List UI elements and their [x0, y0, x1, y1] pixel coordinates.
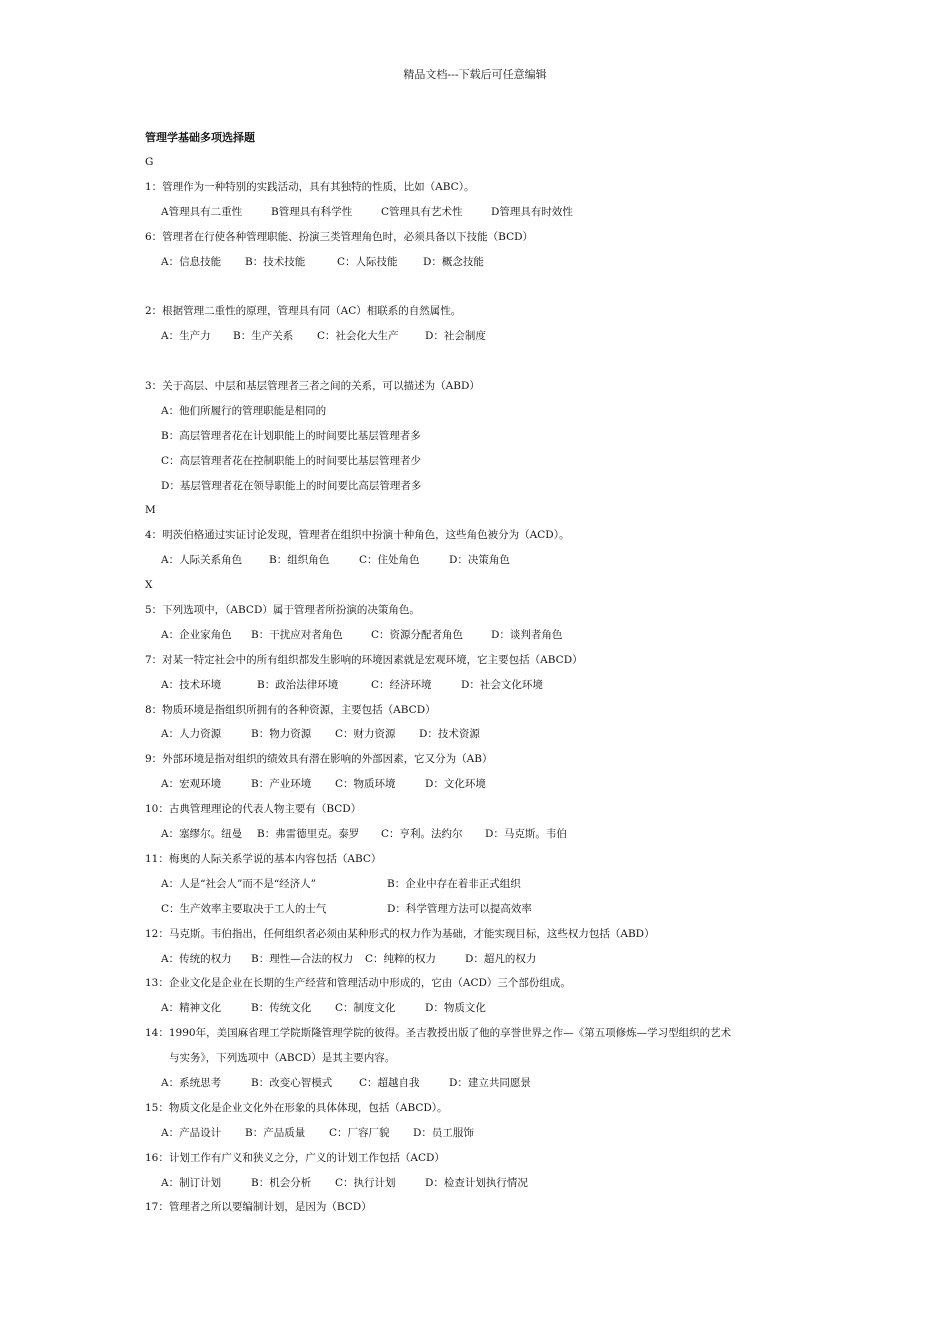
- option: D：检查计划执行情况: [425, 1176, 528, 1189]
- options-q12: [145, 947, 825, 972]
- option: C：亨利。法约尔: [381, 828, 463, 841]
- option: D：社会制度: [425, 330, 486, 343]
- question-3: 3：关于高层、中层和基层管理者三者之间的关系，可以描述为（ABD）: [145, 380, 480, 393]
- option: D：建立共同愿景: [449, 1076, 531, 1089]
- option: A：传统的权力: [161, 952, 232, 965]
- option: A：系统思考: [161, 1076, 222, 1089]
- option: B：理性—合法的权力: [251, 952, 354, 965]
- option: C：经济环境: [371, 678, 432, 691]
- option: B：传统文化: [251, 1002, 312, 1015]
- option: C管理具有艺术性: [381, 205, 463, 218]
- option: C：纯粹的权力: [365, 952, 437, 965]
- question-14-continued: 与实务》，下列选项中（ABCD）是其主要内容。: [169, 1052, 396, 1065]
- section-letter-g: G: [145, 156, 154, 168]
- question-5: 5：下列选项中，（ABCD）属于管理者所扮演的决策角色。: [145, 604, 420, 617]
- option: A：人际关系角色: [161, 554, 243, 567]
- options-q8: [145, 722, 825, 747]
- option: D：社会文化环境: [461, 678, 543, 691]
- option: B：生产关系: [233, 330, 294, 343]
- question-17: 17：管理者之所以要编制计划，是因为（BCD）: [145, 1201, 372, 1214]
- options-q11-ab: [145, 872, 825, 897]
- section-letter-x: X: [145, 579, 153, 592]
- blank-line: [145, 349, 825, 374]
- question-9: 9：外部环境是指对组织的绩效具有潜在影响的外部因素，它又分为（AB）: [145, 753, 493, 766]
- option: C：执行计划: [335, 1176, 396, 1189]
- option: A：技术环境: [161, 678, 222, 691]
- option: A：人力资源: [161, 728, 222, 741]
- option: B：产品质量: [245, 1126, 306, 1139]
- options-q13: [145, 996, 825, 1021]
- option: C：厂容厂貌: [329, 1126, 390, 1139]
- options-q10: [145, 822, 825, 847]
- page-header: 精品文档---下载后可任意编辑: [403, 68, 547, 81]
- option: A：宏观环境: [161, 778, 222, 791]
- option: C：资源分配者角色: [371, 628, 464, 641]
- question-4: 4：明茨伯格通过实证讨论发现，管理者在组织中扮演十种角色，这些角色被分为（ACD）。: [145, 529, 570, 542]
- option: C：超越自我: [359, 1076, 420, 1089]
- question-11: 11：梅奥的人际关系学说的基本内容包括（ABC）: [145, 852, 382, 865]
- option: B：技术技能: [245, 255, 306, 268]
- option: C：财力资源: [335, 728, 396, 741]
- options-q9: [145, 772, 825, 797]
- option: B：弗雷德里克。泰罗: [257, 828, 360, 841]
- options-q7: [145, 673, 825, 698]
- option: B：干扰应对者角色: [251, 628, 343, 641]
- option: A：精神文化: [161, 1002, 222, 1015]
- options-q15: [145, 1121, 825, 1146]
- option: B：物力资源: [251, 728, 312, 741]
- option: D：概念技能: [423, 255, 484, 268]
- option: C：制度文化: [335, 1002, 396, 1015]
- option: D：技术资源: [419, 728, 480, 741]
- document-body: [145, 150, 825, 1220]
- option: A管理具有二重性: [161, 205, 243, 218]
- option: D：文化环境: [425, 778, 486, 791]
- question-12: 12：马克斯。韦伯指出，任何组织者必须由某种形式的权力作为基础，才能实现目标，这些权力包括（ABD）: [145, 927, 655, 940]
- option-3b: B：高层管理者花在计划职能上的时间要比基层管理者多: [161, 429, 421, 442]
- option: B：机会分析: [251, 1176, 312, 1189]
- option: B：改变心智模式: [251, 1076, 333, 1089]
- question-6: 6：管理者在行使各种管理职能、扮演三类管理角色时，必须具备以下技能（BCD）: [145, 230, 534, 243]
- option: D：物质文化: [425, 1002, 486, 1015]
- option: A：信息技能: [161, 255, 222, 268]
- option-3a: A：他们所履行的管理职能是相同的: [161, 404, 327, 417]
- question-2: 2：根据管理二重性的原理，管理具有同（AC）相联系的自然属性。: [145, 305, 462, 318]
- option: D：马克斯。韦伯: [485, 828, 567, 841]
- option: B管理具有科学性: [271, 205, 353, 218]
- option: A：制订计划: [161, 1176, 222, 1189]
- options-q1: [145, 200, 825, 225]
- question-7: 7：对某一特定社会中的所有组织都发生影响的环境因素就是宏观环境，它主要包括（ABCD）: [145, 653, 583, 666]
- option: C：社会化大生产: [317, 330, 399, 343]
- document-title: 管理学基础多项选择题: [145, 131, 255, 144]
- question-16: 16：计划工作有广义和狭义之分，广义的计划工作包括（ACD）: [145, 1151, 445, 1164]
- option: A：企业家角色: [161, 628, 232, 641]
- option: B：企业中存在着非正式组织: [387, 877, 521, 890]
- option: B：组织角色: [269, 554, 330, 567]
- option: D：员工服饰: [413, 1126, 474, 1139]
- option: D：科学管理方法可以提高效率: [387, 902, 532, 915]
- option: C：人际技能: [337, 255, 398, 268]
- option: D：超凡的权力: [465, 952, 537, 965]
- option: D：谈判者角色: [491, 628, 563, 641]
- option: B：政治法律环境: [257, 678, 339, 691]
- option: A：产品设计: [161, 1126, 222, 1139]
- option: C：物质环境: [335, 778, 396, 791]
- question-8: 8：物质环境是指组织所拥有的各种资源，主要包括（ABCD）: [145, 703, 436, 716]
- question-10: 10：古典管理理论的代表人物主要有（BCD）: [145, 803, 362, 816]
- options-q5: [145, 623, 825, 648]
- option: B：产业环境: [251, 778, 312, 791]
- section-letter-m: M: [145, 504, 156, 517]
- option: A：塞缪尔。纽曼: [161, 828, 243, 841]
- option: A：人是“社会人”而不是“经济人”: [161, 877, 317, 890]
- options-q14: [145, 1071, 825, 1096]
- option: C：生产效率主要取决于工人的士气: [161, 902, 327, 915]
- options-q2: [145, 324, 825, 349]
- question-13: 13：企业文化是企业在长期的生产经营和管理活动中形成的，它由（ACD）三个部份组成。: [145, 977, 571, 990]
- blank-line: [145, 274, 825, 299]
- options-q11-cd: [145, 897, 825, 922]
- options-q16: [145, 1171, 825, 1196]
- question-14: 14：1990年，美国麻省理工学院斯隆管理学院的彼得。圣吉教授出版了他的享誉世界之作—《第五项修炼—学习型组织的艺术: [145, 1027, 732, 1040]
- question-1: 1：管理作为一种特别的实践活动，具有其独特的性质，比如（ABC）。: [145, 180, 475, 193]
- option: D：决策角色: [449, 554, 510, 567]
- options-q6: [145, 250, 825, 275]
- option-3d: D：基层管理者花在领导职能上的时间要比高层管理者多: [161, 479, 422, 492]
- options-q4: [145, 548, 825, 573]
- option: D管理具有时效性: [491, 205, 573, 218]
- option: C：住处角色: [359, 554, 420, 567]
- question-15: 15：物质文化是企业文化外在形象的具体体现，包括（ABCD）。: [145, 1101, 448, 1114]
- option: A：生产力: [161, 330, 211, 343]
- option-3c: C：高层管理者花在控制职能上的时间要比基层管理者少: [161, 454, 422, 467]
